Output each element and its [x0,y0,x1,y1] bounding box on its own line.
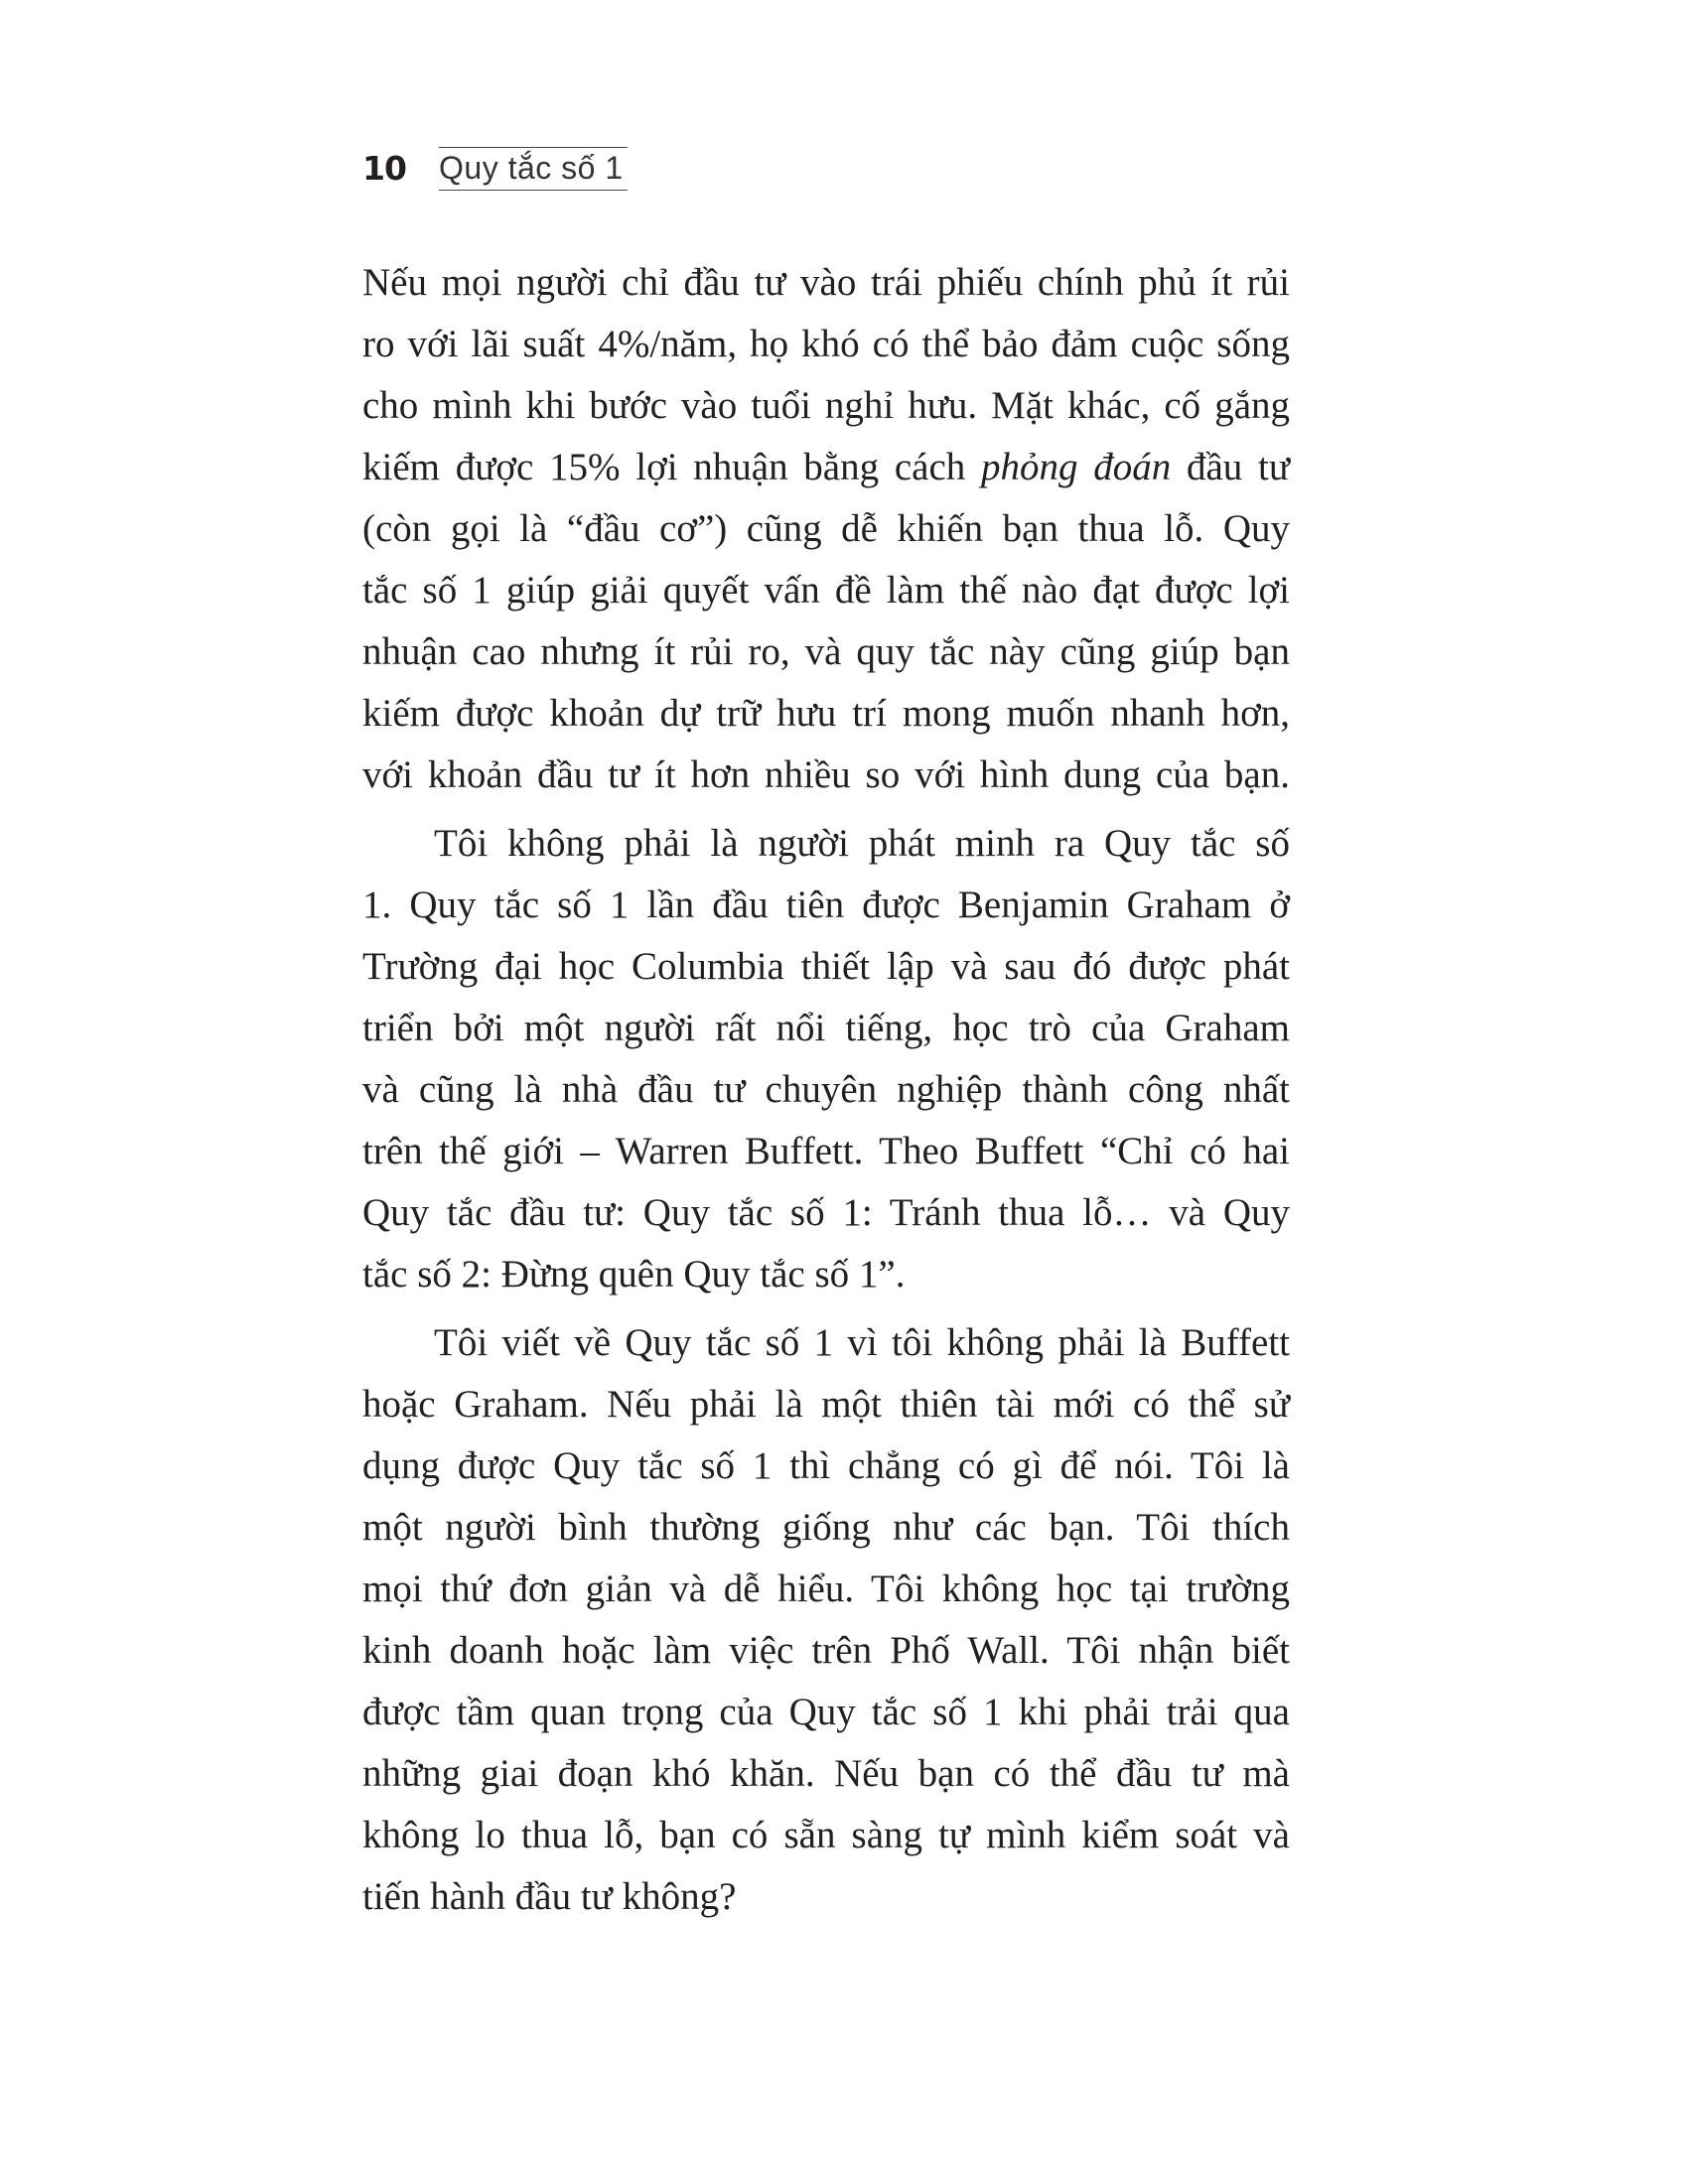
text-line: dụng được Quy tắc số 1 thì chẳng có gì để nói. Tôi là [362,1444,1290,1487]
text-line: tiến hành đầu tư không? [362,1875,737,1918]
text-line: Quy tắc đầu tư: Quy tắc số 1: Tránh thua lỗ… và Quy [362,1191,1290,1234]
text-line: tắc số 1 giúp giải quyết vấn đề làm thế nào đạt được lợi [362,569,1290,612]
paragraph-1 [362,252,1290,806]
paragraph-2 [362,813,1290,1305]
text-line: mọi thứ đơn giản và dễ hiểu. Tôi không học tại trường [362,1568,1290,1610]
text-line: trên thế giới – Warren Buffett. Theo Buffett “Chỉ có hai [362,1130,1290,1172]
text-line: tắc số 2: Đừng quên Quy tắc số 1”. [362,1253,906,1296]
paragraph-3 [362,1312,1290,1928]
text-segment: đầu tư [1186,446,1290,488]
text-line: (còn gọi là “đầu cơ”) cũng dễ khiến bạn thua lỗ. Quy [362,507,1290,550]
text-line: Tôi viết về Quy tắc số 1 vì tôi không phải là Buffett [434,1321,1290,1364]
text-line: kiếm được khoản dự trữ hưu trí mong muốn nhanh hơn, [362,692,1290,735]
text-line: với khoản đầu tư ít hơn nhiều so với hình dung của bạn. [362,753,1290,796]
text-line: Nếu mọi người chỉ đầu tư vào trái phiếu chính phủ ít rủi [362,261,1290,304]
italic-term: phỏng đoán [981,446,1172,488]
chapter-title: Quy tắc số 1 [439,147,628,191]
text-line: những giai đoạn khó khăn. Nếu bạn có thể đầu tư mà [362,1752,1290,1795]
text-line: 1. Quy tắc số 1 lần đầu tiên được Benjamin Graham ở [362,884,1290,926]
text-line: một người bình thường giống như các bạn. Tôi thích [362,1506,1290,1549]
text-line: Trường đại học Columbia thiết lập và sau đó được phát [362,945,1290,988]
text-line: và cũng là nhà đầu tư chuyên nghiệp thành công nhất [362,1068,1290,1111]
text-line: triển bởi một người rất nổi tiếng, học trò của Graham [362,1007,1290,1049]
text-line: cho mình khi bước vào tuổi nghỉ hưu. Mặt khác, cố gắng [362,384,1290,427]
text-line: Tôi không phải là người phát minh ra Quy tắc số [434,822,1290,865]
text-segment: kiếm được 15% lợi nhuận bằng cách [362,446,966,488]
text-line [362,437,1290,498]
text-line: không lo thua lỗ, bạn có sẵn sàng tự mình kiểm soát và [362,1814,1290,1856]
body-text [362,252,1290,1935]
text-line: được tầm quan trọng của Quy tắc số 1 khi phải trải qua [362,1691,1290,1733]
text-line: kinh doanh hoặc làm việc trên Phố Wall. Tôi nhận biết [362,1629,1290,1672]
page-number: 10 [362,149,406,188]
text-line: ro với lãi suất 4%/năm, họ khó có thể bảo đảm cuộc sống [362,323,1290,365]
text-line: hoặc Graham. Nếu phải là một thiên tài mới có thể sử [362,1383,1290,1426]
text-line: nhuận cao nhưng ít rủi ro, và quy tắc này cũng giúp bạn [362,630,1290,673]
